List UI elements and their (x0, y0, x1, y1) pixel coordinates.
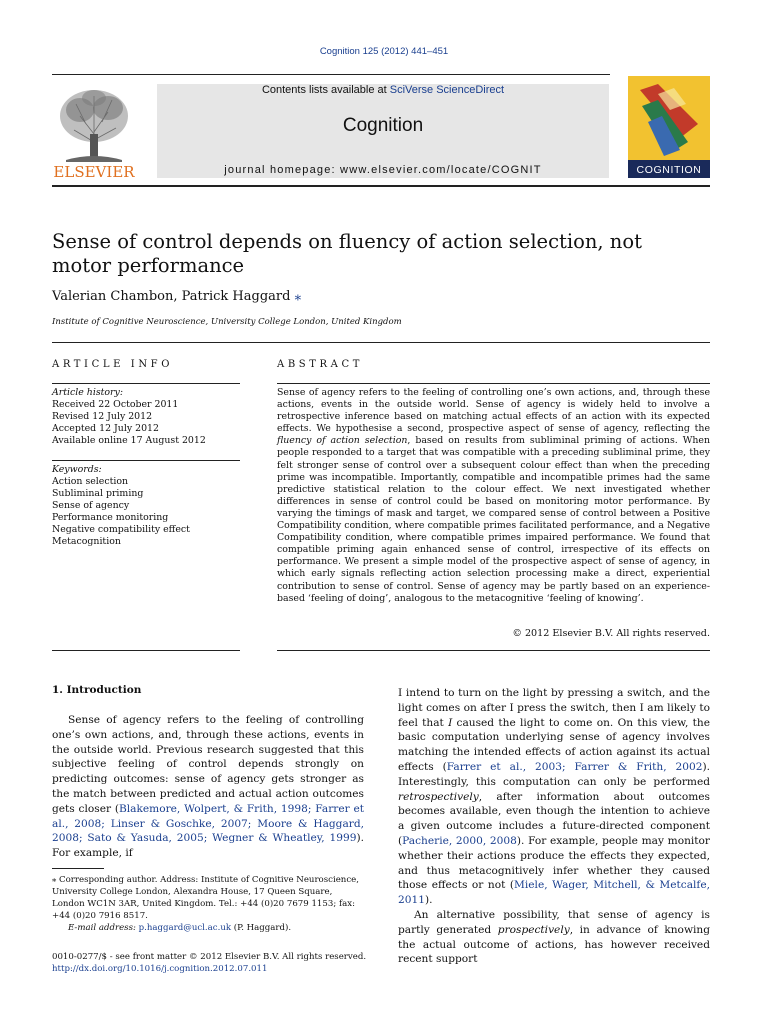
keywords-label: Keywords: (52, 464, 102, 475)
affiliation: Institute of Cognitive Neuroscience, University College London, United Kingdom (52, 317, 402, 327)
abstract-part: Sense of agency refers to the feeling of controlling one’s own actions, and, through these actions, events in the outside world. Sense of agency is widely held to involve a retrospective inference based on matching actual effects of an action with its expected effects. We hypothesise a second, prospective aspect of sense of agency, reflecting the (277, 387, 710, 435)
affiliation-rule (52, 342, 710, 343)
paragraph-text: ). (424, 894, 433, 907)
keywords (52, 464, 242, 548)
article-history (52, 387, 242, 447)
abstract-text (277, 387, 710, 605)
paragraph-text: An alternative possibility, that sense of agency is partly generated (398, 908, 710, 936)
keywords-rule (52, 460, 240, 461)
keyword-item: Performance monitoring (52, 512, 169, 523)
email-line (52, 922, 364, 934)
elsevier-wordmark: ELSEVIER (53, 163, 135, 180)
paragraph-text: ). Interestingly, this computation can only be performed (398, 760, 710, 788)
abstract-rule (277, 383, 710, 384)
history-received: Received 22 October 2011 (52, 399, 179, 410)
doi-link[interactable]: http://dx.doi.org/10.1016/j.cognition.2012.07.011 (52, 964, 268, 974)
citation-link[interactable]: Miele, Wager, Mitchell, & Metcalfe, 2011 (398, 879, 710, 907)
front-matter (52, 951, 412, 975)
copyright: © 2012 Elsevier B.V. All rights reserved. (512, 628, 710, 639)
paragraph-text: caused the light to come on. On this view, the basic computation underlying sense of agency involves matching the intended effects of action against its actual effects ( (398, 716, 710, 773)
keyword-item: Action selection (52, 476, 129, 487)
email-suffix: (P. Haggard). (231, 923, 292, 934)
elsevier-logo (50, 82, 138, 180)
citation-link[interactable]: Pacherie, 2000, 2008 (402, 834, 517, 847)
intro-paragraph (52, 713, 364, 861)
intro-paragraph (398, 686, 710, 908)
paragraph-text: Sense of agency refers to the feeling of controlling one’s own actions, and, through these actions, events in the outside world. Previous research suggested that this subjective feeling of control depends strongly on predicting outcomes: sense of agency gets stronger as the match between predicted and actual action outcomes gets closer ( (52, 714, 364, 815)
header-top-rule (52, 74, 610, 75)
article-info-end-rule (52, 650, 240, 651)
email-label: E-mail address: (68, 923, 139, 934)
header-bottom-rule (52, 185, 710, 187)
abstract-part: , based on results from subliminal priming of actions. When people responded to a target that was compatible with a preceding subliminal prime, they felt stronger sense of control over a subsequent colour effect than when the preceding prime was incompatible. Importantly, compatible and incompatible primes had the same predictive statistical relation to the colour effect. We next investigated whether differences in sense of control could be based on monitoring motor performance. By varying the timings of mask and target, we compared sense of control between a Positive Compatibility condition, where compatible primes facilitated performance, and a Negative Compatibility condition, where compatible primes impaired performance. We found that compatible priming again enhanced sense of control, irrespective of its effects on performance. We present a simple model of the prospective aspect of sense of agency, in which early signals reflecting action selection processing make a direct, experiential contribution to sense of control. Sense of agency may be partly based on an experience-based ‘feeling of doing’, analogous to the metacognitive ‘feeling of knowing’. (277, 435, 710, 604)
contents-prefix: Contents lists available at (261, 84, 390, 96)
sciencedirect-link[interactable]: SciVerse ScienceDirect (389, 84, 505, 96)
author-list (52, 289, 301, 304)
abstract-label: ABSTRACT (277, 359, 363, 370)
abstract-end-rule (277, 650, 710, 651)
paragraph-text: ). For example, if (52, 832, 364, 860)
author-names: Valerian Chambon, Patrick Haggard (52, 289, 291, 304)
abstract-emphasis: fluency of action selection (277, 435, 408, 447)
corresponding-author-marker[interactable]: ⁎ (294, 289, 302, 304)
article-title: Sense of control depends on fluency of action selection, not motor performance (52, 230, 642, 277)
history-accepted: Accepted 12 July 2012 (52, 423, 159, 434)
keyword-item: Sense of agency (52, 500, 130, 511)
footnote-rule (52, 868, 104, 869)
cover-label: COGNITION (636, 164, 702, 176)
emphasis-text: retrospectively (398, 790, 479, 803)
journal-name: Cognition (342, 115, 424, 136)
corresponding-author-footnote (52, 874, 364, 934)
paragraph-text: I intend to turn on the light by pressing a switch, and the light comes on after I press the switch, then I am likely to feel that (398, 687, 710, 729)
paragraph-text: ). For example, people may monitor whether their actions produce the effects they expected, and thus metacognitively infer whether they caused those effects or not ( (398, 834, 710, 892)
journal-cover-image (628, 76, 710, 178)
intro-column-2 (398, 686, 710, 967)
keyword-item: Negative compatibility effect (52, 524, 190, 535)
history-revised: Revised 12 July 2012 (52, 411, 153, 422)
intro-paragraph (398, 908, 710, 967)
paragraph-text: , in advance of knowing the actual outcome of actions, has however received recent support (398, 923, 710, 966)
article-info-rule (52, 383, 240, 384)
journal-reference-link[interactable]: Cognition 125 (2012) 441–451 (319, 46, 449, 57)
citation-link[interactable]: Farrer et al., 2003; Farrer & Frith, 2002 (446, 760, 703, 773)
citation-link[interactable]: Blakemore, Wolpert, & Frith, 1998; Farrer et al., 2008; Linser & Goschke, 2007; Moore & Haggard, 2008; Sato & Yasuda, 2005; Wegner & Wheatley, 1999 (52, 802, 364, 845)
elsevier-tree-icon (50, 82, 138, 180)
emphasis-text: prospectively (497, 923, 570, 936)
cognition-cover-icon (628, 76, 710, 178)
history-online: Available online 17 August 2012 (52, 435, 206, 446)
issn-line: 0010-0277/$ - see front matter © 2012 Elsevier B.V. All rights reserved. (52, 952, 367, 962)
emphasis-text: I (448, 716, 453, 729)
footnote-text: ⁎ Corresponding author. Address: Institute of Cognitive Neuroscience, University College London, Alexandra House, 17 Queen Square, London WC1N 3AR, United Kingdom. Tel.: +44 (0)20 7679 1153; fax: +44 (0)20 7916 8517. (52, 875, 359, 922)
email-link[interactable]: p.haggard@ucl.ac.uk (138, 923, 232, 934)
section-heading: 1. Introduction (52, 684, 142, 696)
journal-homepage[interactable]: journal homepage: www.elsevier.com/locate/COGNIT (224, 164, 542, 176)
paragraph-text: , after information about outcomes becomes available, even though the intention to achieve a given outcome includes a future-directed component ( (398, 790, 710, 847)
keyword-item: Metacognition (52, 536, 121, 547)
history-label: Article history: (52, 387, 123, 398)
keyword-item: Subliminal priming (52, 488, 144, 499)
article-info-label: ARTICLE INFO (52, 359, 174, 370)
contents-availability (157, 84, 609, 96)
